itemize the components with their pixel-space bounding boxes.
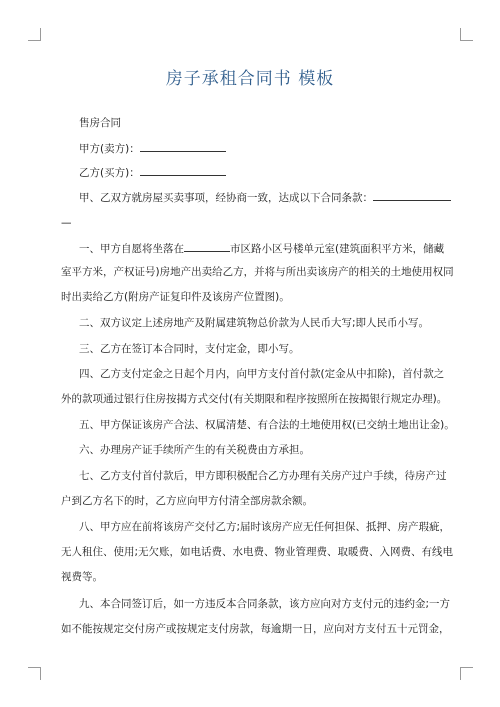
doc-type-label: 售房合同 — [79, 117, 121, 129]
clause5: 五、甲方保证该房产合法、权属清楚、有合法的土地使用权(已交纳土地出让金)。 — [79, 419, 455, 431]
intro-tail: — — [61, 217, 72, 229]
party-a-line — [79, 140, 226, 156]
party-a-blank — [140, 140, 226, 152]
crop-mark-bottom-left — [28, 667, 41, 680]
clause1-text-a: 一、甲方自愿将坐落在 — [79, 243, 184, 255]
intro-blank — [373, 189, 451, 201]
party-b-line — [79, 164, 226, 180]
clause6: 六、办理房产证手续所产生的有关税费由方承担。 — [79, 444, 310, 456]
document-title: 房子承租合同书 模板 — [165, 69, 335, 89]
clause8-line1: 八、甲方应在前将该房产交付乙方;届时该房产应无任何担保、抵押、房产瑕疵， — [79, 521, 451, 533]
clause7-line2: 户到乙方名下的时，乙方应向甲方付清全部房款余额。 — [61, 495, 313, 507]
clause8-line3: 视费等。 — [61, 571, 103, 583]
crop-mark-top-right — [460, 28, 473, 41]
party-b-label: 乙方(买方)： — [79, 167, 140, 179]
clause1-line2: 室平方米，产权证号)房地产出卖给乙方，并将与所出卖该房产的相关的土地使用权同 — [61, 266, 454, 278]
clause1-blank — [184, 240, 230, 252]
intro-text: 甲、乙双方就房屋买卖事项，经协商一致，达成以下合同条款： — [79, 192, 373, 204]
intro-line — [79, 189, 451, 205]
clause1-line1 — [79, 240, 444, 256]
clause9-line2: 如不能按规定交付房产或按规定支付房款，每逾期一日，应向对方支付五十元罚金， — [61, 623, 450, 635]
clause1-line3: 时出卖给乙方(附房产证复印件及该房产位置图)。 — [61, 291, 290, 303]
party-a-label: 甲方(卖方)： — [79, 143, 140, 155]
clause9-line1: 九、本合同签订后，如一方违反本合同条款，该方应向对方支付元的违约金;一方 — [79, 598, 451, 610]
clause2: 二、双方议定上述房地产及附属建筑物总价款为人民币大写;即人民币小写。 — [79, 317, 430, 329]
clause7-line1: 七、乙方支付首付款后，甲方即积极配合乙方办理有关房产过户手续，待房产过 — [79, 470, 447, 482]
clause4-line1: 四、乙方支付定金之日起个月内，向甲方支付首付款(定金从中扣除)，首付款之 — [79, 368, 445, 380]
clause8-line2: 无人租住、使用;无欠账，如电话费、水电费、物业管理费、取暖费、入网费、有线电 — [61, 546, 454, 558]
clause3: 三、乙方在签订本合同时，支付定金，即小写。 — [79, 343, 300, 355]
party-b-blank — [140, 164, 226, 176]
crop-mark-bottom-right — [460, 667, 473, 680]
clause1-text-b: 市区路小区号楼单元室(建筑面积平方米，储藏 — [230, 243, 445, 255]
crop-mark-top-left — [28, 28, 41, 41]
clause4-line2: 外的款项通过银行住房按揭方式交付(有关期限和程序按照所在按揭银行规定办理)。 — [61, 393, 448, 405]
